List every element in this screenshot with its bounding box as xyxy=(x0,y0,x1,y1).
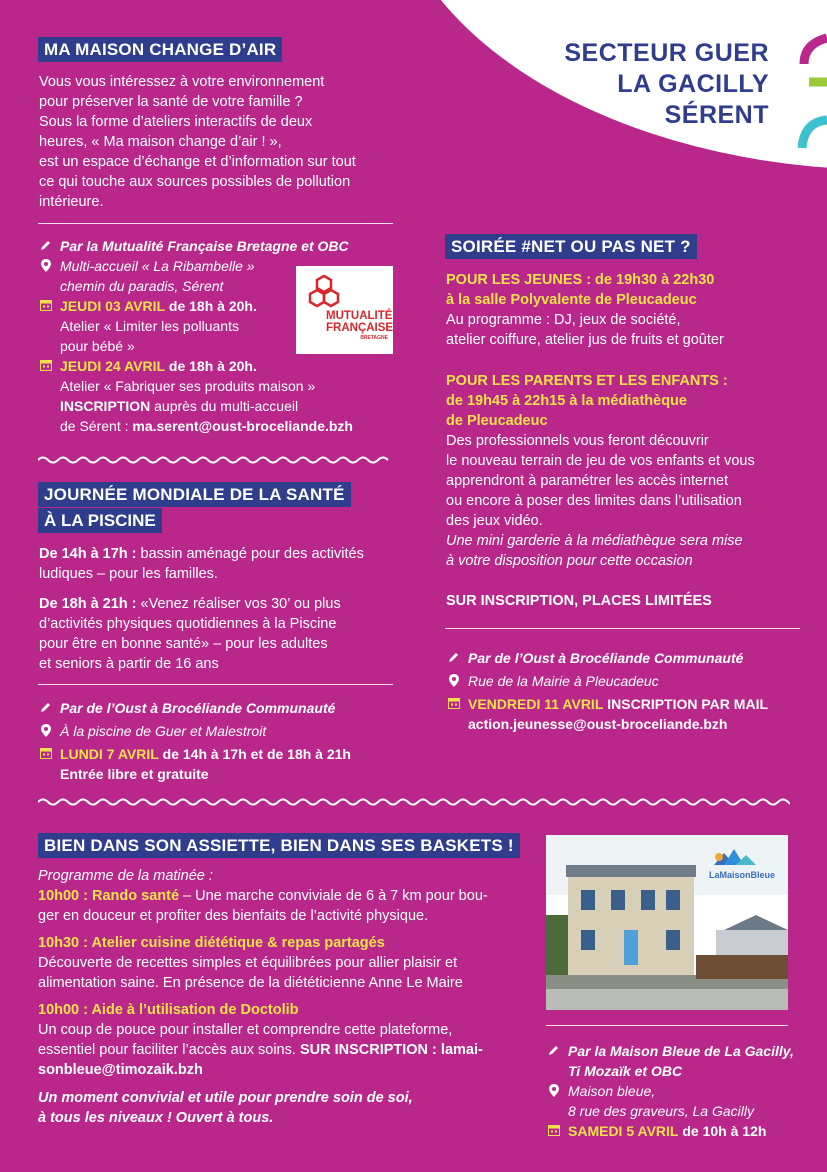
text-line: essentiel pour faciliter l’accès aux soins. xyxy=(38,1042,296,1058)
soiree-jeunes xyxy=(446,270,806,350)
date-label: SAMEDI 5 AVRIL xyxy=(568,1123,679,1139)
logo-text: MUTUALITÉ xyxy=(326,310,393,322)
calendar-icon xyxy=(38,296,54,311)
highlight-label: 10h00 : Aide à l’utilisation de Doctolib xyxy=(38,1002,299,1018)
soiree-title: SOIRÉE #NET OU PAS NET ? xyxy=(445,234,697,259)
intro-line: intérieure. xyxy=(39,194,104,210)
sante-place xyxy=(38,721,408,741)
place-text: À la piscine de Guer et Malestroit xyxy=(60,723,267,739)
assiette-date xyxy=(546,1121,816,1141)
highlight-label: 10h00 : Rando santé xyxy=(38,888,180,904)
text-line: ou encore à poser des limites dans l’utilisation xyxy=(446,493,742,509)
text-line: Des professionnels vous feront découvrir xyxy=(446,433,709,449)
assiette-programme xyxy=(38,866,528,1128)
time-label: de 18h à 20h. xyxy=(168,358,257,374)
date-label: LUNDI 7 AVRIL xyxy=(60,746,159,762)
text-line: apprendront à paramétrer les accès internet xyxy=(446,473,729,489)
sante-title-line-1: JOURNÉE MONDIALE DE LA SANTÉ xyxy=(38,482,351,507)
inscription-label: SUR INSCRIPTION : lamai- xyxy=(299,1042,483,1058)
desc-line: Atelier « Fabriquer ses produits maison » xyxy=(60,378,316,394)
time-label: de 18h à 20h. xyxy=(168,298,257,314)
inscription-label: INSCRIPTION xyxy=(60,398,151,414)
text-line: et seniors à partir de 16 ans xyxy=(39,656,219,672)
highlight-line: de Pleucadeuc xyxy=(446,413,548,429)
color-stripes-decoration xyxy=(782,30,827,150)
text-line: bassin aménagé pour des activités xyxy=(140,546,364,562)
sante-title-line-2: À LA PISCINE xyxy=(38,508,162,533)
location-pin-icon xyxy=(38,256,54,272)
text-line: ger en douceur et profiter des bienfaits de l’activité physique. xyxy=(38,908,429,924)
serent-label: de Sérent : xyxy=(60,418,129,434)
text-line: – Une marche conviviale de 6 à 7 km pour bou- xyxy=(179,888,488,904)
pencil-icon xyxy=(546,1041,562,1056)
date-label: JEUDI 03 AVRIL xyxy=(60,298,166,314)
divider xyxy=(546,1025,788,1026)
text-line: Au programme : DJ, jeux de société, xyxy=(446,312,681,328)
divider xyxy=(38,223,393,224)
sante-paragraph-2 xyxy=(39,594,409,674)
sector-line-1: SECTEUR GUER xyxy=(564,39,769,67)
closing-line: Un moment convivial et utile pour prendre soin de soi, xyxy=(38,1090,413,1106)
divider xyxy=(38,684,393,685)
sante-paragraph-1 xyxy=(39,544,409,584)
text-line: «Venez réaliser vos 30’ ou plus xyxy=(140,596,341,612)
sector-title xyxy=(564,38,769,131)
closing-line: à tous les niveaux ! Ouvert à tous. xyxy=(38,1110,274,1126)
programme-label: Programme de la matinée : xyxy=(38,868,213,884)
intro-line: Sous la forme d’ateliers interactifs de deux xyxy=(39,114,313,130)
desc-line: Atelier « Limiter les polluants xyxy=(60,318,239,334)
text-line: alimentation saine. En présence de la diététicienne Anne Le Maire xyxy=(38,975,463,991)
email-link[interactable]: ma.serent@oust-broceliande.bzh xyxy=(132,418,353,434)
sante-title xyxy=(38,482,351,533)
wave-divider xyxy=(38,797,790,807)
text-line: ludiques – pour les familles. xyxy=(39,566,218,582)
time-label: De 18h à 21h : xyxy=(39,596,137,612)
mutualite-francaise-logo xyxy=(296,266,393,354)
soiree-organizer xyxy=(446,648,816,668)
assiette-place xyxy=(546,1081,816,1121)
entry-text: Entrée libre et gratuite xyxy=(60,766,209,782)
sante-organizer xyxy=(38,698,408,718)
inscription-text: auprès du multi-accueil xyxy=(154,398,299,414)
maison-air-organizer xyxy=(38,236,398,256)
intro-line: heures, « Ma maison change d’air ! », xyxy=(39,134,282,150)
assiette-title: BIEN DANS SON ASSIETTE, BIEN DANS SES BASKETS ! xyxy=(38,833,520,858)
inscription-label: INSCRIPTION PAR MAIL xyxy=(607,696,769,712)
maison-air-intro xyxy=(39,72,399,212)
pencil-icon xyxy=(446,648,462,663)
highlight-line: POUR LES JEUNES : de 19h30 à 22h30 xyxy=(446,272,715,288)
email-link[interactable]: action.jeunesse@oust-broceliande.bzh xyxy=(468,716,728,732)
intro-line: pour préserver la santé de votre famille ? xyxy=(39,94,303,110)
sante-date xyxy=(38,744,408,784)
maison-air-date-2 xyxy=(38,356,398,436)
location-pin-icon xyxy=(38,721,54,737)
calendar-icon xyxy=(38,744,54,759)
highlight-line: à la salle Polyvalente de Pleucadeuc xyxy=(446,292,697,308)
calendar-icon xyxy=(546,1121,562,1136)
maison-air-title: MA MAISON CHANGE D’AIR xyxy=(38,37,282,62)
pencil-icon xyxy=(38,236,54,251)
organizer-text: Par la Maison Bleue de La Gacilly, xyxy=(568,1043,794,1059)
soiree-parents xyxy=(446,371,806,571)
time-label: De 14h à 17h : xyxy=(39,546,137,562)
intro-line: Vous vous intéressez à votre environnement xyxy=(39,74,325,90)
pencil-icon xyxy=(38,698,54,713)
location-pin-icon xyxy=(546,1081,562,1097)
hexagon-logo-icon xyxy=(304,274,344,314)
italic-line: Une mini garderie à la médiathèque sera mise xyxy=(446,533,743,549)
place-line: chemin du paradis, Sérent xyxy=(60,278,224,294)
wave-divider xyxy=(38,455,393,465)
organizer-text: Ti Mozaïk et OBC xyxy=(568,1063,683,1079)
place-text: Rue de la Mairie à Pleucadeuc xyxy=(468,673,659,689)
highlight-line: POUR LES PARENTS ET LES ENFANTS : xyxy=(446,373,728,389)
time-label: de 14h à 17h et de 18h à 21h xyxy=(162,746,351,762)
italic-line: à votre disposition pour cette occasion xyxy=(446,553,693,569)
location-pin-icon xyxy=(446,671,462,687)
text-line: le nouveau terrain de jeu de vos enfants et vous xyxy=(446,453,755,469)
place-line: Multi-accueil « La Ribambelle » xyxy=(60,258,255,274)
highlight-label: 10h30 : Atelier cuisine diététique & repas partagés xyxy=(38,935,385,951)
text-line: atelier coiffure, atelier jus de fruits et goûter xyxy=(446,332,724,348)
logo-text: BRETAGNE xyxy=(360,335,388,341)
text-line: Un coup de pouce pour installer et comprendre cette plateforme, xyxy=(38,1022,453,1038)
assiette-organizer xyxy=(546,1041,816,1081)
date-label: VENDREDI 11 AVRIL xyxy=(468,696,604,712)
logo-text: FRANÇAISE xyxy=(326,322,394,334)
calendar-icon xyxy=(38,356,54,371)
soiree-date xyxy=(446,694,816,734)
organizer-text: Par de l’Oust à Brocéliande Communauté xyxy=(60,700,336,716)
text-line: d’activités physiques quotidiennes à la Piscine xyxy=(39,616,337,632)
desc-line: pour bébé » xyxy=(60,338,135,354)
maison-bleue-photo xyxy=(546,835,788,1010)
intro-line: ce qui touche aux sources possibles de pollution xyxy=(39,174,351,190)
soiree-places: SUR INSCRIPTION, PLACES LIMITÉES xyxy=(446,593,712,609)
sector-line-3: SÉRENT xyxy=(664,101,769,129)
text-line: des jeux vidéo. xyxy=(446,513,543,529)
text-line: pour être en bonne santé» – pour les adultes xyxy=(39,636,328,652)
date-label: JEUDI 24 AVRIL xyxy=(60,358,166,374)
place-text: 8 rue des graveurs, La Gacilly xyxy=(568,1103,754,1119)
intro-line: est un espace d’échange et d’information sur tout xyxy=(39,154,356,170)
highlight-line: de 19h45 à 22h15 à la médiathèque xyxy=(446,393,687,409)
soiree-place xyxy=(446,671,816,691)
maison-bleue-logo-text: LaMaisonBleue xyxy=(709,870,776,880)
time-label: de 10h à 12h xyxy=(682,1123,767,1139)
text-line: Découverte de recettes simples et équilibrées pour allier plaisir et xyxy=(38,955,458,971)
place-text: Maison bleue, xyxy=(568,1083,656,1099)
email-link[interactable]: sonbleue@timozaik.bzh xyxy=(38,1062,203,1078)
divider xyxy=(445,628,800,629)
sector-line-2: LA GACILLY xyxy=(617,70,769,98)
organizer-text: Par la Mutualité Française Bretagne et OBC xyxy=(60,238,349,254)
organizer-text: Par de l’Oust à Brocéliande Communauté xyxy=(468,650,744,666)
calendar-icon xyxy=(446,694,462,709)
